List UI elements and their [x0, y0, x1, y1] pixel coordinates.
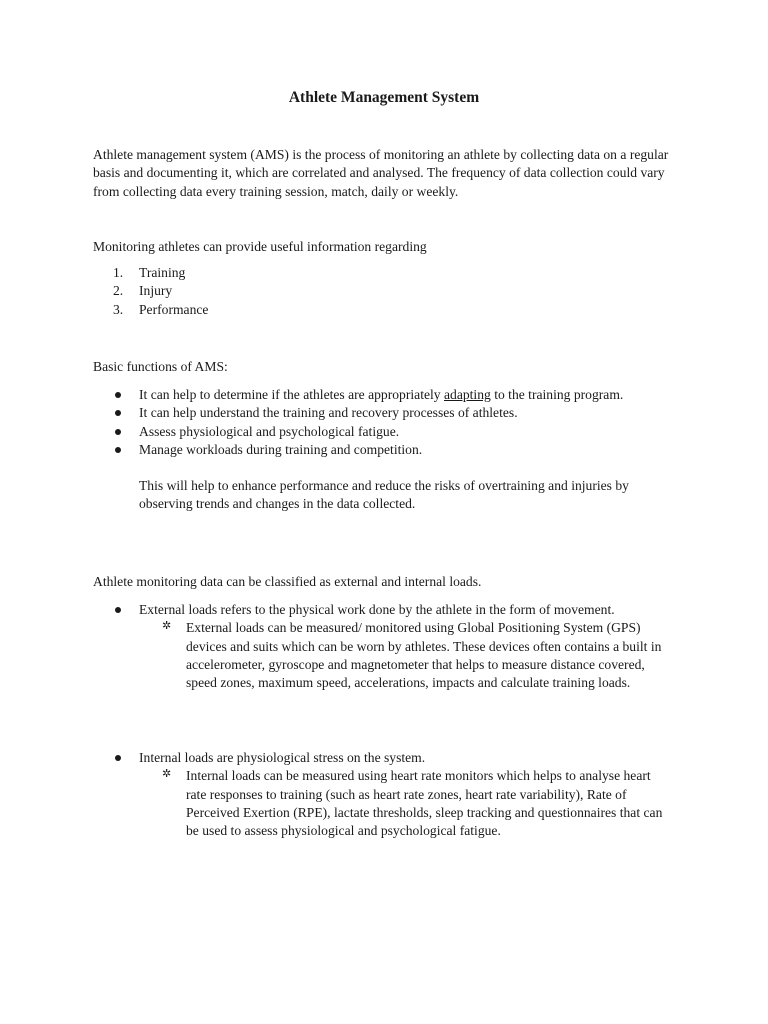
- intro-paragraph: Athlete management system (AMS) is the process of monitoring an athlete by collecting data on a regular basis and documenting it, which are correlated and analysed. The frequency of data collection could vary from collecting data every training session, match, daily or weekly.: [93, 147, 669, 199]
- bullet-icon: [115, 755, 121, 761]
- sub-list-item: [139, 767, 673, 840]
- functions-list: [93, 386, 673, 514]
- item-text: External loads refers to the physical work done by the athlete in the form of movement.: [139, 602, 615, 617]
- sub-list: [139, 767, 673, 840]
- adapting-link[interactable]: adapting: [443, 387, 491, 402]
- sub-item-text: External loads can be measured/ monitored using Global Positioning System (GPS) devices and suits which can be worn by athletes. These devices often contains a built in accelerometer, gyroscope and magnetometer that helps to measure distance covered, speed zones, maximum speed, accelerations, impacts and calculate training loads.: [186, 620, 662, 691]
- bullet-icon: [115, 410, 121, 416]
- list-item: [93, 601, 673, 692]
- sub-list-item: [139, 619, 673, 692]
- asterisk-bullet-icon: ✲: [162, 767, 172, 781]
- list-item: [93, 404, 673, 422]
- functions-note: This will help to enhance performance and reduce the risks of overtraining and injuries by observing trends and changes in the data collected.: [139, 478, 629, 512]
- item-text: Internal loads are physiological stress on the system.: [139, 750, 426, 765]
- asterisk-bullet-icon: ✲: [162, 619, 172, 633]
- functions-heading: Basic functions of AMS:: [93, 359, 228, 374]
- loads-lead: Athlete monitoring data can be classified as external and internal loads.: [93, 574, 482, 589]
- list-text: Performance: [139, 301, 209, 317]
- list-item: [93, 386, 673, 404]
- list-item: [93, 264, 653, 282]
- list-item: [93, 423, 673, 441]
- bullet-icon: [115, 447, 121, 453]
- document-title: Athlete Management System: [288, 89, 480, 106]
- item-text: It can help to determine if the athletes are appropriately: [139, 387, 444, 402]
- bullet-icon: [115, 392, 121, 398]
- list-item: [93, 282, 653, 300]
- item-text: Assess physiological and psychological fatigue.: [139, 423, 400, 439]
- external-loads-list: [93, 601, 673, 692]
- sub-list: [139, 619, 673, 692]
- list-item: [93, 301, 653, 319]
- item-text-continued: to the training program.: [490, 387, 624, 402]
- list-item: [93, 749, 673, 840]
- item-text: Manage workloads during training and competition.: [139, 441, 423, 457]
- list-item: [93, 441, 673, 459]
- list-text: Injury: [139, 283, 173, 299]
- list-text: Training: [139, 265, 186, 280]
- bullet-icon: [115, 429, 121, 435]
- bullet-icon: [115, 607, 121, 613]
- sub-item-text: Internal loads can be measured using heart rate monitors which helps to analyse heart rate responses to training (such as heart rate zones, heart rate variability), Rate of Perceived Exertion (RPE), lactate thresholds, sleep tracking and questionnaires that can be used to assess physiological and psychological fatigue.: [186, 768, 663, 839]
- list-number: 2.: [113, 283, 124, 299]
- list-number: 3.: [113, 301, 124, 317]
- monitoring-list: [93, 264, 653, 319]
- list-number: 1.: [113, 265, 124, 280]
- internal-loads-list: [93, 749, 673, 840]
- item-text: It can help understand the training and recovery processes of athletes.: [139, 405, 518, 421]
- monitoring-lead: Monitoring athletes can provide useful information regarding: [93, 239, 427, 254]
